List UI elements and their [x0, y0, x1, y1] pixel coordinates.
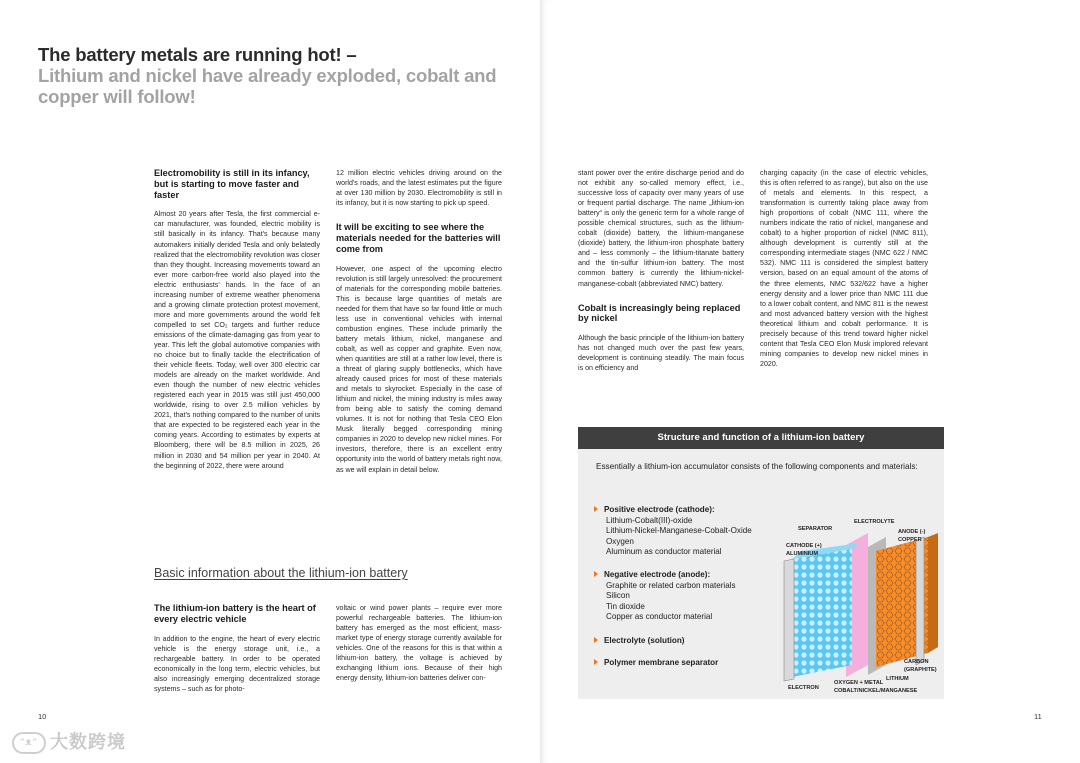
column-4-body: voltaic or wind power plants – require ever more powerful rechargeable batteries. The lithium-ion battery has emerged as the most efficient, mass-market type of energy storage currently available for vehicles. One of the reasons for this is that within a lithium-ion battery, the voltage is achieved by exchanging lithium ions. Because of their high energy density, lithium-ion batteries deliver con-: [336, 604, 502, 683]
component-item: Aluminum as conductor material: [606, 547, 722, 557]
infobox: [578, 427, 944, 699]
label-aluminium: ALUMINIUM: [786, 551, 819, 557]
column-5-body-1: stant power over the entire discharge period and do not exhibit any so-called memory effect, i.e., successive loss of capacity over many years of use or frequent partial discharge. The name „lithium-ion battery“ is only the generic term for a whole range of possible chemical structures, such as the lithium-cobalt (dioxide) battery, the lithium-manganese (dioxide) battery, the lithium-iron phosphate battery and – less commonly – the lithium-titanate battery and the tin-sulfur lithium-ion battery. The most common battery is currently the lithium-nickel-manganese-cobalt (abbreviated NMC) battery.: [578, 169, 744, 288]
column-1-body: Almost 20 years after Tesla, the first commercial e-car manufacturer, was founded, electric mobility is still basically in its infancy. That's because many automakers initially derided Tesla and only belatedly realized that the electromobility revolution was closer than they thought. Increasing movements toward an ever more carbon-free world also played into the electric enthusiasts' hands. In the face of an increasing number of extreme weather phenomena and a growing climate protection protest movement, more and more governments around the world felt compelled to set CO₂ targets and further reduce emissions of the climate-damaging gas from year to year. This left the global automotive companies with no choice but to finally tackle the electrification of their vehicle fleets. Today, well over 300 electric car models are already on the market worldwide. And even though the number of new electric vehicles registered each year in 2015 was still just 450,000 worldwide, rising to over 2.5 million vehicles by 2021, that's nothing compared to the number of units that are expected to be registered each year in the coming years. According to estimates by experts at Bloomberg, there will be 8.5 million in 2025, 26 million in 2030 and 54 million per year in 2040. At the beginning of 2022, there were around: [154, 210, 320, 470]
component-label: Positive electrode (cathode):: [604, 505, 715, 514]
column-4: [336, 603, 502, 683]
bullet-arrow-icon: [594, 659, 598, 665]
component-item: Lithium-Cobalt(III)-oxide: [606, 515, 693, 525]
title-line-2: Lithium and nickel have already exploded, cobalt and copper will follow!: [38, 65, 497, 107]
component-label: Electrolyte (solution): [604, 636, 685, 645]
page-number-left: 10: [38, 712, 47, 721]
column-2-body-1: 12 million electric vehicles driving around on the world's roads, and the latest estimates put the figure at over 130 million by 2030. Electromobility is still in its infancy, but it is now starting to pick up speed.: [336, 169, 502, 208]
label-cathode: CATHODE (+): [786, 543, 822, 549]
column-3-heading: The lithium-ion battery is the heart of every electric vehicle: [154, 603, 316, 624]
component-anode: [594, 570, 736, 623]
page-number-right: 11: [1034, 712, 1042, 721]
component-item: Graphite or related carbon materials: [606, 580, 736, 590]
component-item: Oxygen: [606, 536, 634, 546]
column-1: [154, 168, 320, 471]
column-6-body: charging capacity (in the case of electric vehicles, this is often referred to as range), but also on the use of metals and elements. In this respect, a transformation is currently taking place away from high proportions of cobalt (NMC 111, where the numbers indicate the ratio of nickel, manganese and cobalt) to a higher proportion of nickel (NMC 811), although development is currently still at the corresponding intermediate stages (NMC 622 / NMC 532). NMC 111 is considered the simplest battery version, based on an equal amount of the atoms of the three elements, NMC 532/622 have a higher energy density and a lower price than NMC 111 due to a lower cobalt content, and NMC 811 is the newest and most advanced battery version with the highest theoretical lithium and cobalt performance. It is precisely because of this trend toward higher nickel content that Tesla CEO Elon Musk implored relevant mining companies to develop new nickel mines in 2020.: [760, 169, 928, 368]
watermark: [12, 728, 126, 754]
aluminium-plate: [784, 559, 794, 681]
label-copper: COPPER: [898, 537, 922, 543]
column-3: [154, 603, 320, 694]
anode-side: [928, 533, 938, 653]
bullet-arrow-icon: [594, 637, 598, 643]
column-5-heading: Cobalt is increasingly being replaced by nickel: [578, 302, 741, 324]
column-5-body-2: Although the basic principle of the lithium-ion battery has not changed much over the past few years, development is continuing steadily. The main focus is on efficiency and: [578, 334, 744, 373]
label-graphite: (GRAPHITE): [904, 667, 937, 673]
component-cathode: [594, 505, 752, 558]
title-line-1: The battery metals are running hot! –: [38, 44, 357, 65]
watermark-logo: ᵔᴥᵔ: [12, 732, 46, 754]
column-2: [336, 168, 502, 475]
infobox-title: Structure and function of a lithium-ion battery: [578, 427, 944, 449]
cathode-shape: [792, 549, 852, 677]
battery-diagram: [768, 515, 944, 695]
component-electrolyte: [594, 636, 685, 647]
infobox-intro: Essentially a lithium-ion accumulator consists of the following components and materials:: [596, 462, 918, 471]
component-item: Silicon: [606, 591, 630, 601]
bullet-arrow-icon: [594, 506, 598, 512]
label-carbon: CARBON: [904, 659, 929, 665]
label-separator: SEPARATOR: [798, 526, 833, 532]
copper-plate: [916, 537, 924, 665]
column-2-body-2: However, one aspect of the upcoming electro revolution is still largely unresolved: the procurement of materials for the corresponding mobile batteries. This is because large quantities of metals are needed for them that have so far found little or much less use in conventional vehicles with internal combustion engines. These include primarily the battery metals lithium, nickel, manganese and cobalt, as well as copper and graphite. Even now, when quantities are still at a rather low level, there is a threat of glaring supply bottlenecks, which have already caused prices for most of these materials and metals to skyrocket. Especially in the case of lithium and nickel, the mining industry is miles away from being able to satisfy the coming demand volumes. It is not for nothing that Tesla CEO Elon Musk literally begged corresponding mining companies in 2020 to develop new nickel mines. For investors, therefore, there is an excellent entry opportunity into the world of battery metals right now, as we will explain in detail below.: [336, 264, 503, 474]
column-3-body: In addition to the engine, the heart of every electric vehicle is the energy storage unit, i.e., a rechargeable battery. In order to be operated economically in the long term, electric vehicles, but also increasingly emerging decentralized storage systems – such as for photo-: [154, 634, 320, 693]
page-title: [38, 44, 518, 107]
component-item: Copper as conductor material: [606, 612, 713, 622]
component-separator: [594, 658, 718, 669]
component-item: Lithium-Nickel-Manganese-Cobalt-Oxide: [606, 526, 752, 536]
column-2-heading: It will be exciting to see where the materials needed for the batteries will come from: [336, 222, 501, 254]
component-label: Polymer membrane separator: [604, 658, 719, 667]
watermark-text: 大数跨境: [50, 732, 126, 752]
column-1-heading: Electromobility is still in its infancy, but is starting to move faster and faster: [154, 168, 310, 200]
label-anode: ANODE (-): [898, 529, 926, 535]
label-electrolyte: ELECTROLYTE: [854, 519, 895, 525]
column-6: [760, 168, 928, 369]
column-5: [578, 168, 744, 373]
label-cobalt: COBALT/NICKEL/MANGANESE: [834, 688, 918, 694]
label-lithium: LITHIUM: [886, 676, 909, 682]
component-item: Tin dioxide: [606, 601, 645, 611]
label-electron: ELECTRON: [788, 685, 819, 691]
label-oxygen-metal: OXYGEN + METAL: [834, 680, 884, 686]
section-heading: Basic information about the lithium-ion battery: [154, 566, 408, 580]
bullet-arrow-icon: [594, 571, 598, 577]
component-label: Negative electrode (anode):: [604, 570, 711, 579]
